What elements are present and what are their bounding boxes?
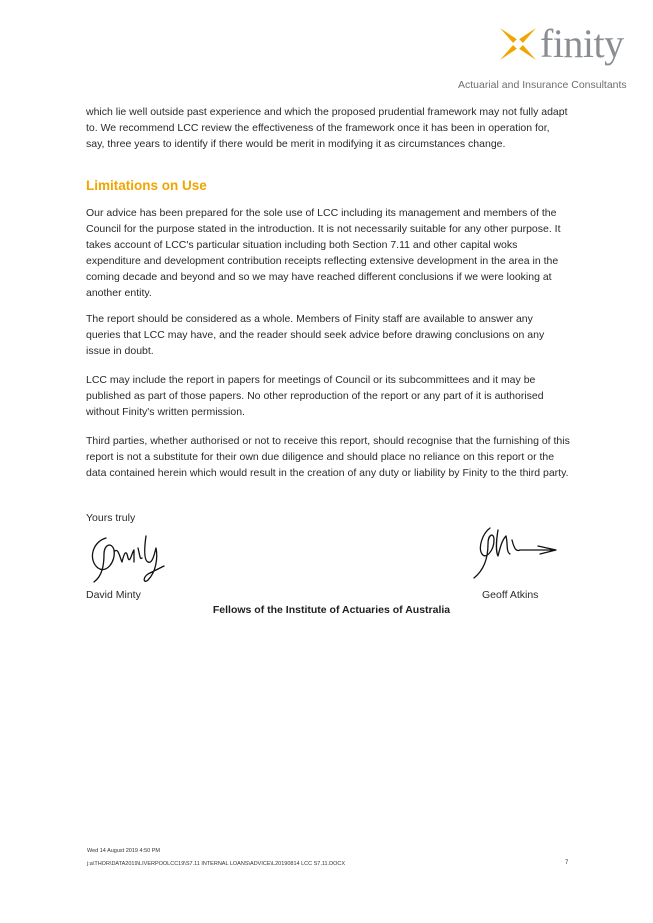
paragraph-sole-use: Our advice has been prepared for the sole use of LCC including its management and members of the Council for the purpose stated in the introduction. It is not necessarily suitable for any other purpose. It takes account of LCC's particular situation including both Section 7.11 and other capital woks expenditure and development contribution receipts reflecting extensive development in the area in the coming decade and beyond and so we may have reached different conclusions if we were looking at another entity. xyxy=(86,207,561,299)
signature-david-minty xyxy=(86,528,168,586)
footer-date: Wed 14 August 2019 4:50 PM xyxy=(87,848,160,854)
finity-star-logo-icon xyxy=(498,24,538,64)
signatory-left-name: David Minty xyxy=(86,589,141,601)
paragraph-reproduction: LCC may include the report in papers for meetings of Council or its subcommittees and it may be published as part of those papers. No other reproduction of the report or any part of it is authorised without Finity's written permission. xyxy=(86,374,544,418)
paragraph-considered-whole: The report should be considered as a whole. Members of Finity staff are available to answer any queries that LCC may have, and the reader should seek advice before drawing conclusions on any issue in doubt. xyxy=(86,313,545,357)
fellows-line: Fellows of the Institute of Actuaries of Australia xyxy=(212,604,451,616)
signatory-right-name: Geoff Atkins xyxy=(482,589,539,601)
signature-geoff-atkins xyxy=(468,522,560,582)
page-number: 7 xyxy=(565,860,569,866)
brand-tagline: Actuarial and Insurance Consultants xyxy=(458,79,627,91)
footer-file-path: j:a\THOR\DATA2019\LIVERPOOLCC19\S7.11 INTERNAL LOANS\ADVICE\L20190814 LCC S7.11.DOCX xyxy=(87,861,345,867)
paragraph-continuation: which lie well outside past experience and which the proposed prudential framework may not fully adapt to. We recommend LCC review the effectiveness of the framework once it has been in operation for, say, three years to identify if there would be merit in modifying it as circumstances change. xyxy=(86,106,568,150)
closing-salutation: Yours truly xyxy=(86,512,136,524)
section-heading: Limitations on Use xyxy=(86,178,207,193)
paragraph-third-parties: Third parties, whether authorised or not to receive this report, should recognise that the furnishing of this report is not a substitute for their own due diligence and should place no reliance on this report or the data contained herein which would result in the creation of any duty or liability by Finity to the third party. xyxy=(86,435,570,479)
brand-wordmark: finity xyxy=(540,21,624,66)
